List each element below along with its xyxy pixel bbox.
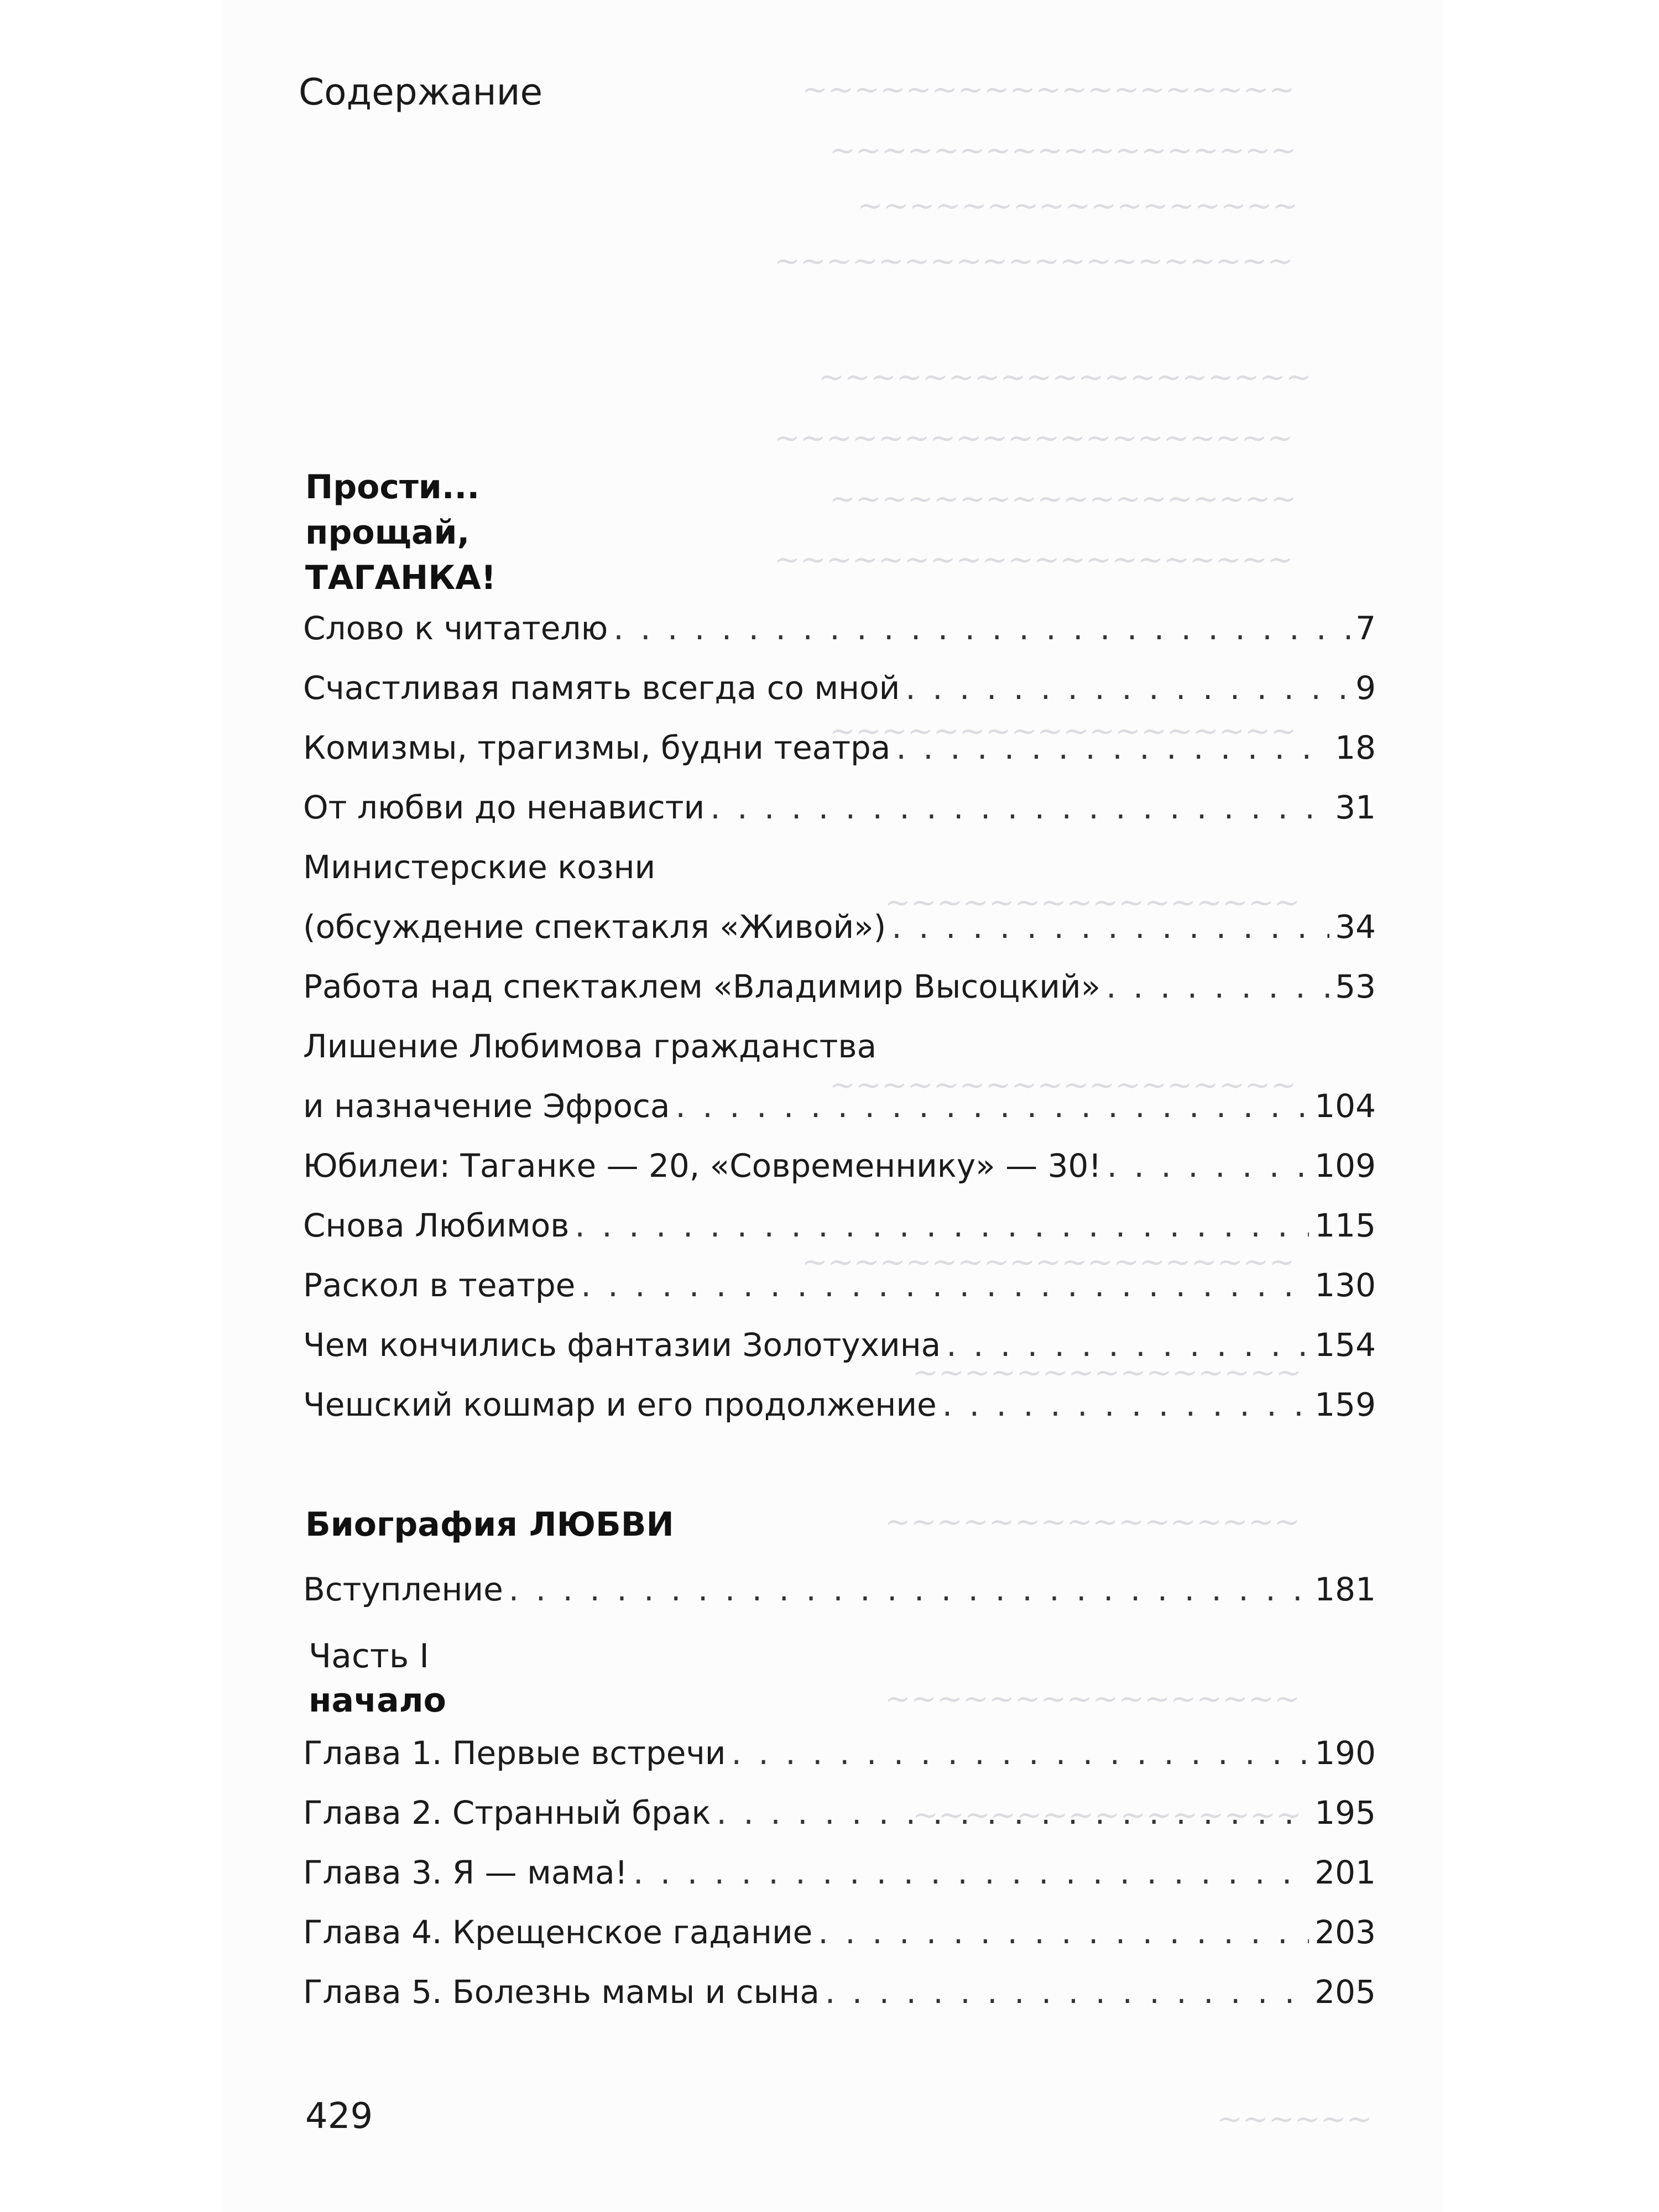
part-subtitle: начало <box>309 1681 446 1720</box>
leader-dots <box>613 598 1350 658</box>
toc-entry-page: 104 <box>1314 1087 1376 1125</box>
toc-entry[interactable] <box>303 658 1376 718</box>
toc-entry[interactable] <box>303 778 1376 837</box>
page-margin <box>0 0 221 2212</box>
toc-entry-title: Вступление <box>303 1571 503 1608</box>
toc-entry-title: Глава 5. Болезнь мамы и сына <box>303 1973 820 2011</box>
toc-entry-page: 159 <box>1314 1386 1376 1423</box>
toc-entry-page: 154 <box>1314 1326 1376 1364</box>
toc-entry-title: Слово к читателю <box>303 609 608 647</box>
leader-dots <box>1106 957 1329 1016</box>
toc-entry[interactable] <box>303 1559 1376 1619</box>
section-title: Биография ЛЮБВИ <box>305 1505 674 1544</box>
toc-entry-page: 7 <box>1355 609 1376 647</box>
toc-entry[interactable] <box>303 1843 1376 1902</box>
toc-entry[interactable] <box>303 1136 1376 1196</box>
leader-dots <box>731 1723 1309 1783</box>
toc-entry[interactable] <box>303 957 1376 1016</box>
toc-entry-page: 115 <box>1314 1207 1376 1244</box>
leader-dots <box>896 718 1329 778</box>
leader-dots <box>633 1843 1309 1902</box>
leader-dots <box>825 1962 1309 2022</box>
toc-entry-page: 9 <box>1355 669 1376 707</box>
toc-entry[interactable] <box>303 1723 1376 1783</box>
leader-dots <box>946 1315 1309 1375</box>
section-title-line: ТАГАНКА! <box>305 559 497 597</box>
leader-dots <box>1107 1136 1310 1196</box>
section-title-line: Прости... <box>305 468 480 507</box>
toc-entry[interactable] <box>303 1783 1376 1843</box>
leader-dots <box>581 1255 1309 1315</box>
leader-dots <box>675 1076 1309 1136</box>
leader-dots <box>710 778 1329 837</box>
toc-entry-title: Снова Любимов <box>303 1207 570 1244</box>
toc-entry[interactable] <box>303 897 1376 957</box>
toc-entry[interactable] <box>303 1255 1376 1315</box>
toc-entry-page: 18 <box>1335 729 1376 766</box>
toc-entry-title: Глава 1. Первые встречи <box>303 1734 726 1772</box>
toc-entry[interactable] <box>303 1315 1376 1375</box>
toc-entry-title-line: Лишение Любимова гражданства <box>303 1027 877 1065</box>
toc-entry-title: Глава 3. Я — мама! <box>303 1854 628 1891</box>
toc-entry-title: Чешский кошмар и его продолжение <box>303 1386 937 1423</box>
leader-dots <box>891 897 1329 957</box>
toc-entry-title: и назначение Эфроса <box>303 1087 670 1125</box>
section-title-line: прощай, <box>305 513 470 552</box>
toc-entry-page: 205 <box>1314 1973 1376 2011</box>
leader-dots <box>509 1559 1310 1619</box>
toc-entry-page: 31 <box>1335 789 1376 826</box>
toc-entry-page: 109 <box>1314 1147 1376 1185</box>
toc-entry-title: Юбилеи: Таганке — 20, «Современнику» — 30! <box>303 1147 1102 1185</box>
toc-entry-title-line: Министерские козни <box>303 848 656 886</box>
toc-entry[interactable] <box>303 1962 1376 2022</box>
toc-entry[interactable] <box>303 1076 1376 1136</box>
page-title: Содержание <box>299 71 543 113</box>
toc-entry[interactable] <box>303 1196 1376 1255</box>
toc-entry-page: 203 <box>1314 1913 1376 1951</box>
book-page <box>221 0 1443 2212</box>
toc-entry[interactable] <box>303 718 1376 778</box>
part-label: Часть I <box>309 1637 429 1676</box>
toc-entry[interactable] <box>303 1375 1376 1434</box>
toc-entry-title: Счастливая память всегда со мной <box>303 669 900 707</box>
toc-entry[interactable] <box>303 1902 1376 1962</box>
toc-entry-title: Раскол в театре <box>303 1266 576 1304</box>
toc-entry-page: 53 <box>1335 968 1376 1005</box>
page-number: 429 <box>305 2096 373 2137</box>
toc-entry-page: 190 <box>1314 1734 1376 1772</box>
leader-dots <box>575 1196 1309 1255</box>
toc-entry-page: 181 <box>1314 1571 1376 1608</box>
leader-dots <box>717 1783 1310 1843</box>
leader-dots <box>905 658 1350 718</box>
toc-entry-title: От любви до ненависти <box>303 789 705 826</box>
toc-entry-title: Работа над спектаклем «Владимир Высоцкий» <box>303 968 1101 1005</box>
toc-entry-title: (обсуждение спектакля «Живой») <box>303 908 886 946</box>
toc-entry-page: 201 <box>1314 1854 1376 1891</box>
toc-entry-page: 34 <box>1335 908 1376 946</box>
toc-entry-page: 130 <box>1314 1266 1376 1304</box>
leader-dots <box>942 1375 1310 1434</box>
toc-entry-title: Глава 2. Странный брак <box>303 1794 711 1832</box>
toc-entry[interactable] <box>303 598 1376 658</box>
bleed-through-decoration: ~~~~~~~~~~~~~~~~~~~ ~~~~~~~~~~~~~~~~~~ ~~~~~~~~~~~~~~~~~ ~~~~~~~~~~~~~~~~~~~~ ~~~~~~~~~~~~~~~~~~~ ~~~~~~~~~~~~~~~~~~~~ ~~~~~~~~~~~~~~~~~~ ~~~~~~~~~~~~~~~~~~~~ ~~~~~~~~~~~~~~~~~~ ~~~~~~~~~~~~~~~~ ~~~~~~~~~~~~~~~~~~ ~~~~~~~~~~~~~~~~~~~ ~~~~~~~~~~~~~~~ ~~~~~~~~~~~~~~~~ ~~~~~~~~~~~~~~~~ ~~~~~~~~~~~~~~~ ~~~~~~ <box>774 72 1373 2137</box>
toc-entry-title: Комизмы, трагизмы, будни театра <box>303 729 891 766</box>
toc-entry-page: 195 <box>1314 1794 1376 1832</box>
leader-dots <box>818 1902 1309 1962</box>
toc-entry-title: Глава 4. Крещенское гадание <box>303 1913 813 1951</box>
toc-entry-title: Чем кончились фантазии Золотухина <box>303 1326 941 1364</box>
